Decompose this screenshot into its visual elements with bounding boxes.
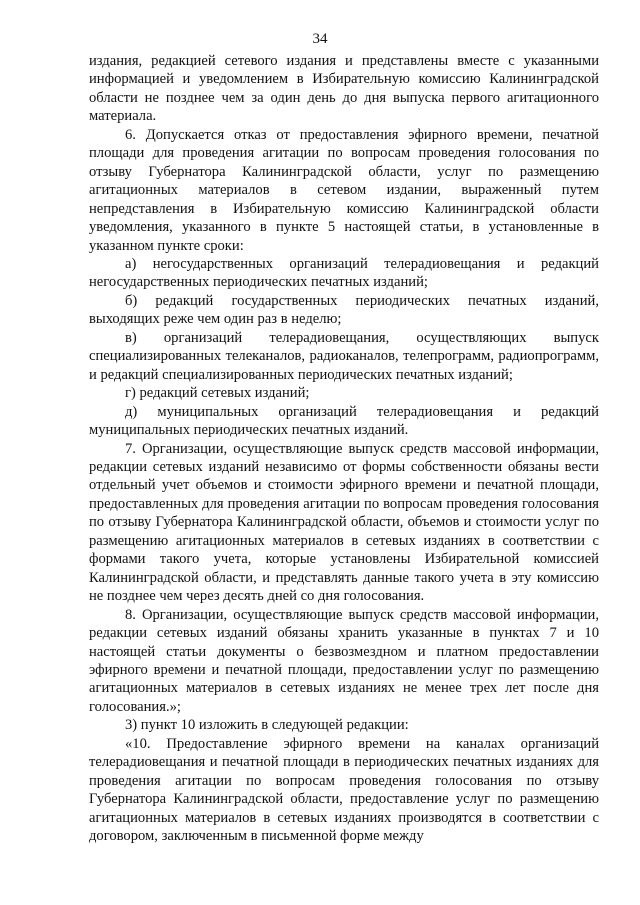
paragraph-item-8: 8. Организации, осуществляющие выпуск средств массовой информации, редакции сетевых изданий обязаны хранить указанные в пунктах 7 и 10 настоящей статьи документы о безвозмездном и платном предоставлении эфирного времени и печатной площади, предоставлении услуг по размещению агитационных материалов в сетевых изданиях не менее трех лет после дня голосования.»; [89,606,599,715]
paragraph-subitem-g: г) редакций сетевых изданий; [125,385,310,402]
page-number: 34 [312,31,328,47]
paragraph-item-6: 6. Допускается отказ от предоставления эфирного времени, печатной площади для проведения агитации по вопросам проведения голосования по отзыву Губернатора Калининградской области, услуг по размещению агитационных материалов в сетевом издании, выраженный путем непредставления в Избирательную комиссию Калининградской области уведомления, указанного в пункте 5 настоящей статьи, в установленные в указанном пункте сроки: [89,126,599,254]
paragraph-amendment-3: 3) пункт 10 изложить в следующей редакции: [125,717,409,734]
paragraph-item-10: «10. Предоставление эфирного времени на каналах организаций телерадиовещания и печатной площади в периодических печатных изданиях для проведения агитации по вопросам проведения голосования по отзыву Губернатора Калининградской области, предоставление услуг по размещению агитационных материалов в сетевых изданиях производятся в соответствии с договором, заключенным в письменной форме между [89,735,599,845]
paragraph-subitem-b: б) редакций государственных периодических печатных изданий, выходящих реже чем один раз в неделю; [89,292,599,328]
paragraph-subitem-a: а) негосударственных организаций телерадиовещания и редакций негосударственных периодических печатных изданий; [89,255,599,291]
document-body [89,52,599,845]
paragraph-item-7: 7. Организации, осуществляющие выпуск средств массовой информации, редакции сетевых изданий независимо от формы собственности обязаны вести отдельный учет объемов и стоимости эфирного времени и печатной площади, предоставленных для проведения агитации по вопросам проведения голосования по отзыву Губернатора Калининградской области, объемов и стоимости услуг по размещению агитационных материалов в сетевых изданиях в соответствии с формами такого учета, которые установлены Избирательной комиссией Калининградской области, и представлять данные такого учета в эту комиссию не позднее чем через десять дней со дня голосования. [89,440,599,605]
paragraph-continuation: издания, редакцией сетевого издания и представлены вместе с указанными информацией и уведомлением в Избирательную комиссию Калининградской области не позднее чем за один день до дня выпуска первого агитационного материала. [89,53,599,125]
paragraph-subitem-d: д) муниципальных организаций телерадиовещания и редакций муниципальных периодических печатных изданий. [89,403,599,439]
paragraph-subitem-v: в) организаций телерадиовещания, осуществляющих выпуск специализированных телеканалов, радиоканалов, телепрограмм, радиопрограмм, и редакций специализированных периодических печатных изданий; [89,329,599,383]
